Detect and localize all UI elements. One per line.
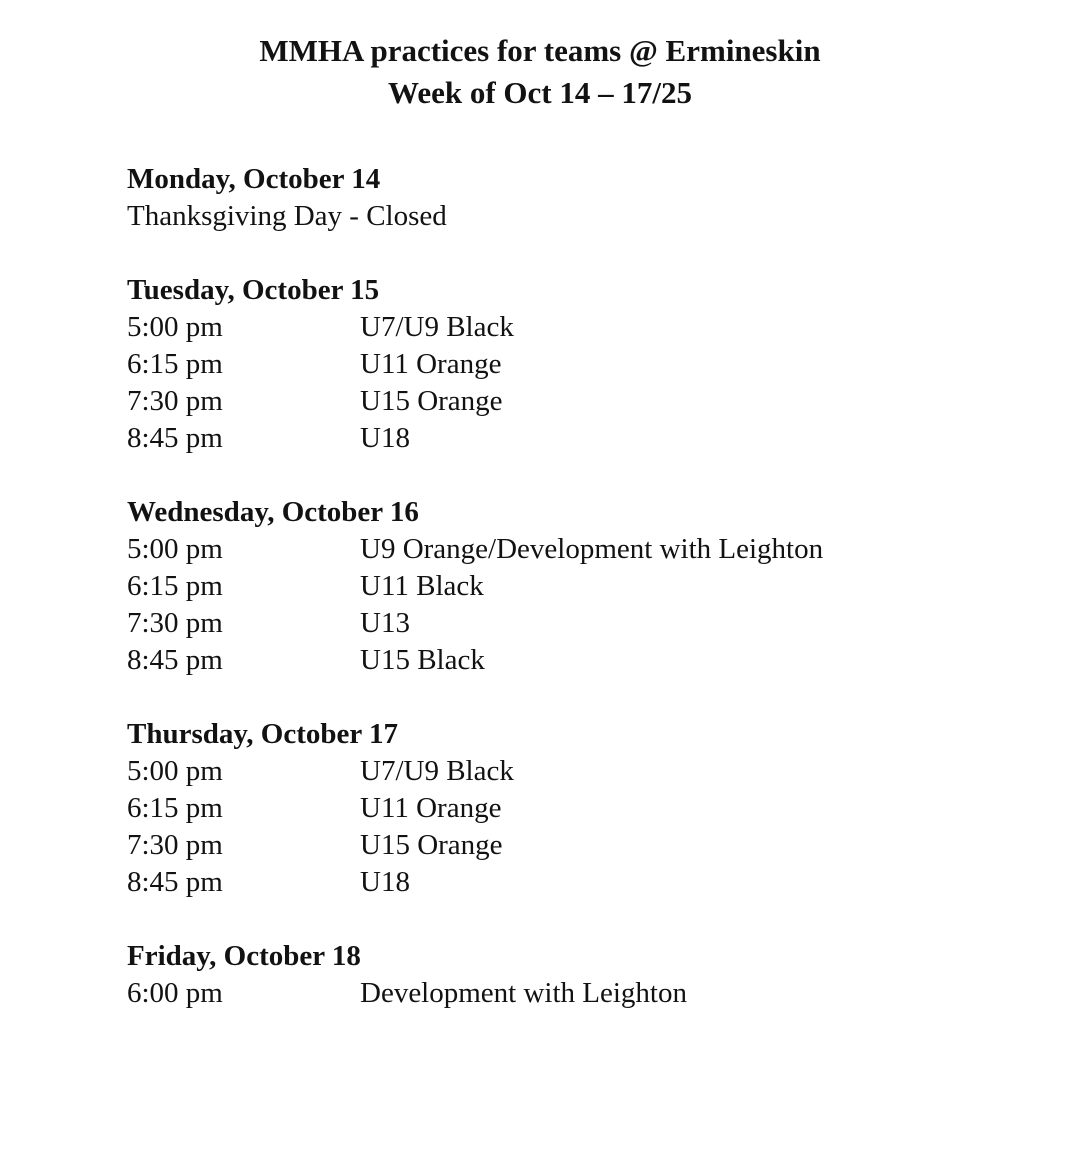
schedule (0, 114, 1080, 1012)
practice-time: 7:30 pm (127, 607, 223, 639)
practice-time: 8:45 pm (127, 644, 223, 676)
title-line-2: Week of Oct 14 – 17/25 (388, 75, 692, 110)
day-rows (127, 309, 1040, 457)
practice-team: U7/U9 Black (360, 311, 514, 343)
practice-team: U11 Black (360, 570, 484, 602)
day-section (127, 161, 1040, 235)
practice-team: U9 Orange/Development with Leighton (360, 533, 824, 565)
practice-time: 6:15 pm (127, 348, 223, 380)
day-section (127, 494, 1040, 679)
practice-row (127, 753, 1040, 790)
practice-team: U15 Black (360, 644, 485, 676)
practice-time: 6:00 pm (127, 977, 223, 1009)
practice-time: 8:45 pm (127, 422, 223, 454)
practice-row (127, 309, 1040, 346)
practice-time: 6:15 pm (127, 792, 223, 824)
day-section (127, 272, 1040, 457)
practice-team: U18 (360, 866, 410, 898)
practice-row (127, 568, 1040, 605)
practice-row (127, 827, 1040, 864)
practice-team: U11 Orange (360, 792, 502, 824)
day-rows (127, 531, 1040, 679)
day-section (127, 716, 1040, 901)
practice-time: 5:00 pm (127, 533, 223, 565)
practice-time: 7:30 pm (127, 829, 223, 861)
practice-team: U13 (360, 607, 410, 639)
practice-time: 7:30 pm (127, 385, 223, 417)
practice-row (127, 975, 1040, 1012)
day-heading: Friday, October 18 (127, 940, 361, 972)
day-heading: Tuesday, October 15 (127, 274, 380, 306)
practice-row (127, 790, 1040, 827)
practice-team: U15 Orange (360, 829, 503, 861)
practice-team: U15 Orange (360, 385, 503, 417)
day-heading: Thursday, October 17 (127, 718, 398, 750)
practice-team: U18 (360, 422, 410, 454)
practice-team: U11 Orange (360, 348, 502, 380)
day-rows (127, 975, 1040, 1012)
day-note: Thanksgiving Day - Closed (127, 200, 447, 232)
practice-row (127, 420, 1040, 457)
practice-row (127, 531, 1040, 568)
practice-row (127, 864, 1040, 901)
practice-row (127, 346, 1040, 383)
day-heading: Monday, October 14 (127, 163, 381, 195)
day-heading: Wednesday, October 16 (127, 496, 419, 528)
practice-row (127, 642, 1040, 679)
practice-time: 6:15 pm (127, 570, 223, 602)
practice-team: U7/U9 Black (360, 755, 514, 787)
practice-time: 5:00 pm (127, 311, 223, 343)
practice-time: 5:00 pm (127, 755, 223, 787)
practice-row (127, 605, 1040, 642)
day-rows (127, 198, 1040, 235)
day-section (127, 938, 1040, 1012)
practice-row (127, 383, 1040, 420)
document-title (0, 0, 1080, 114)
day-rows (127, 753, 1040, 901)
practice-time: 8:45 pm (127, 866, 223, 898)
title-line-1: MMHA practices for teams @ Ermineskin (259, 33, 821, 68)
practice-team: Development with Leighton (360, 977, 687, 1009)
